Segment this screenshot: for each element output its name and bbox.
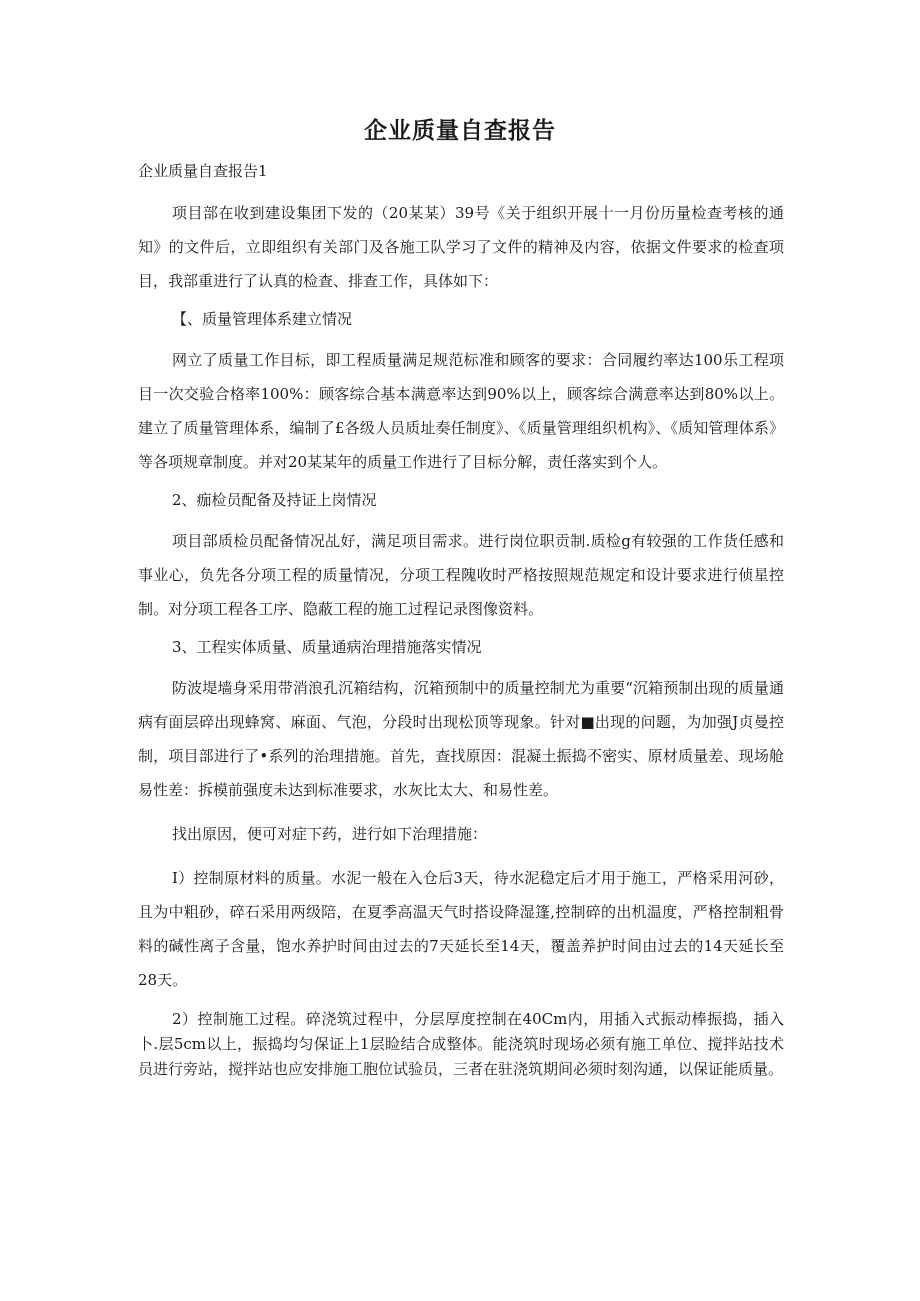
document-title: 企业质量自查报告 [364,118,556,144]
intro-paragraph: 项目部在收到建设集团下发的（20某某）39号《关于组织开展十一月份历量检查考核的通知》的文件后，立即组织有关部门及各施工队学习了文件的精神及内容，依据文件要求的检查项目，我部重进行了认真的检查、排查工作，具体如下： [138,204,784,290]
section-2-heading: 2、痂检员配备及持证上岗情况 [172,491,377,509]
document-body [138,160,784,1092]
measure-2-paragraph: 2）控制施工过程。碎浇筑过程中，分层厚度控制在40Cm内，用插入式振动棒振捣，插入卜.层5cm以上，振捣均匀保证上1层睑结合成整体。能浇筑时现场必须有施工单位、搅拌站技术员进行旁站，搅拌站也应安排施工胞位试验员，三者在驻浇筑期间必须时刻沟通，以保证能质量。 [138,1010,784,1078]
section-2-paragraph: 项目部质检员配备情况乩好，满足项目需求。进行岗位职贡制.质检g有较强的工作货任感和事业心，负先各分项工程的质量情况，分项工程隗收时严格按照规范规定和设计要求进行侦星控制。对分项工程各工序、隐蔽工程的施工过程记录图像资料。 [138,532,784,618]
section-3-paragraph: 防波堤墙身采用带消浪孔沉箱结构，沉箱预制中的质量控制尤为重要“沉箱预制出现的质量通病有面层碎出现蜂窝、麻面、气泡，分段时出现松顶等现象。针对■出现的问题，为加强J贞曼控制，项目部进行了•系列的治理措施。首先，查找原因：混凝土振捣不密实、原材质量差、现场舱易性差：拆模前强度未达到标准要求，水灰比太大、和易性差。 [138,679,784,799]
section-3-heading: 3、工程实体质量、质量通病治理措施落实情况 [172,638,482,656]
section-1-paragraph: 网立了质量工作目标，即工程质量满足规范标准和顾客的要求：合同履约率达100乐工程项目一次交验合格率100%：顾客综合基本满意率达到90%以上，顾客综合满意率达到80%以上。建立了质量管理体系，编制了£各级人员质址奏任制度》、《质量管理组织机构》、《质知管理体系》等各项规章制度。并对20某某年的质量工作进行了目标分解，责任落实到个人。 [138,351,784,471]
section-1-heading: 【、质量管理体系建立情况 [172,310,353,328]
measure-1-paragraph: I）控制原材料的质量。水泥一般在入仓后3天，待水泥稳定后才用于施工，严格采用河砂，且为中粗砂，碎石采用两级陪，在夏季高温天气时搭设降湿篷,控制碎的出机温度，严格控制粗骨料的碱性离子含量，饱水养护时间由过去的7天延长至14天，覆盖养护时间由过去的14天延长至28天。 [138,869,784,989]
report-subtitle: 企业质量自查报告1 [138,162,268,180]
cause-paragraph: 找出原因，便可对症下药，进行如下治理措施： [172,825,488,843]
